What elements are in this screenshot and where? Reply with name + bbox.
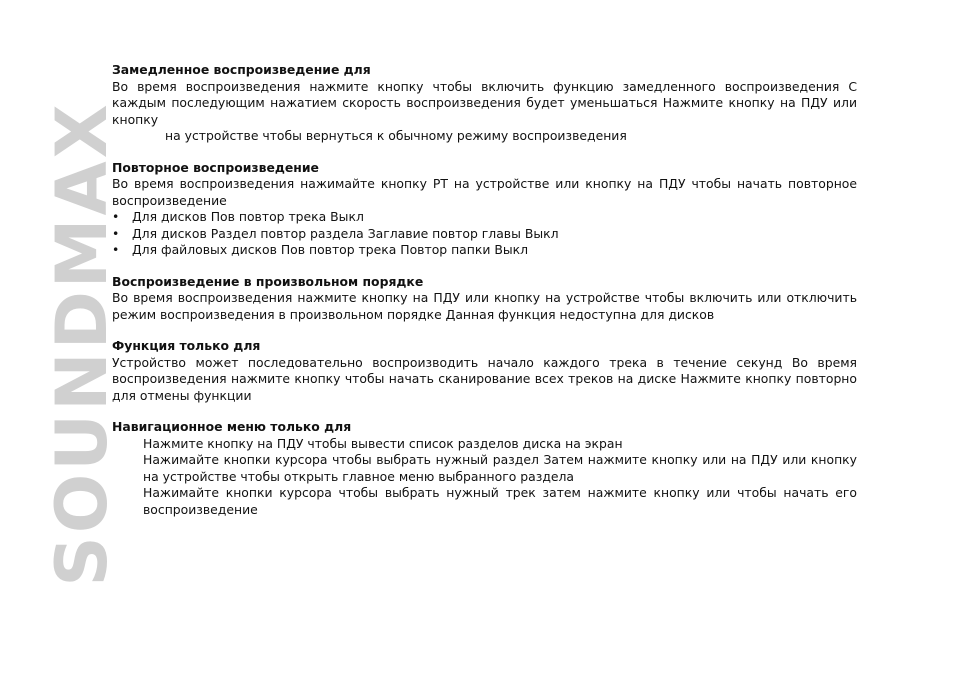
step-paragraph: Нажимайте кнопки курсора чтобы выбрать нужный раздел Затем нажмите кнопку или на ПДУ или кнопку на устройстве чтобы открыть главное меню выбранного раздела (143, 452, 857, 484)
list-item: • Для дисков Раздел повтор раздела Заглавие повтор главы Выкл (112, 226, 857, 243)
section-navigation-menu (112, 419, 857, 518)
step-paragraph: Нажмите кнопку на ПДУ чтобы вывести список разделов диска на экран (143, 435, 623, 451)
section-random-playback (112, 274, 857, 324)
section-heading: Функция только для (112, 338, 261, 353)
manual-page-content (112, 62, 857, 518)
paragraph: Во время воспроизведения нажимайте кнопку PT на устройстве или кнопку на ПДУ чтобы начать повторное воспроизведение (112, 176, 857, 208)
section-heading: Повторное воспроизведение (112, 159, 319, 175)
section-heading: Воспроизведение в произвольном порядке (112, 273, 424, 289)
section-repeat-playback (112, 160, 857, 259)
section-heading: Навигационное меню только для (112, 419, 352, 434)
paragraph: Во время воспроизведения нажмите кнопку чтобы включить функцию замедленного воспроизведения С каждым последующим нажатием скорость воспроизведения будет уменьшаться Нажмите кнопку на ПДУ или кнопку (112, 78, 857, 127)
paragraph: Во время воспроизведения нажмите кнопку на ПДУ или кнопку на устройстве чтобы включить или отключить режим воспроизведения в произвольном порядке Данная функция недоступна для дисков (112, 290, 857, 322)
navigation-steps (112, 436, 857, 519)
brand-watermark (41, 56, 123, 632)
repeat-mode-list (112, 209, 857, 259)
paragraph: Устройство может последовательно воспроизводить начало каждого трека в течение секунд Во время воспроизведения нажмите кнопку чтобы начать сканирование всех треков на диске Нажмите кнопку повторно для отмены функции (112, 354, 857, 403)
brand-watermark-text: SOUNDMAX (41, 101, 123, 587)
list-item: • Для файловых дисков Пов повтор трека Повтор папки Выкл (112, 242, 857, 259)
section-scan-function (112, 338, 857, 404)
paragraph: на устройстве чтобы вернуться к обычному режиму воспроизведения (165, 128, 627, 143)
list-item: • Для дисков Пов повтор трека Выкл (112, 209, 857, 226)
section-heading: Замедленное воспроизведение для (112, 62, 371, 77)
step-paragraph: Нажимайте кнопки курсора чтобы выбрать нужный трек затем нажмите кнопку или чтобы начать его воспроизведение (143, 485, 857, 517)
section-slow-playback (112, 62, 857, 145)
